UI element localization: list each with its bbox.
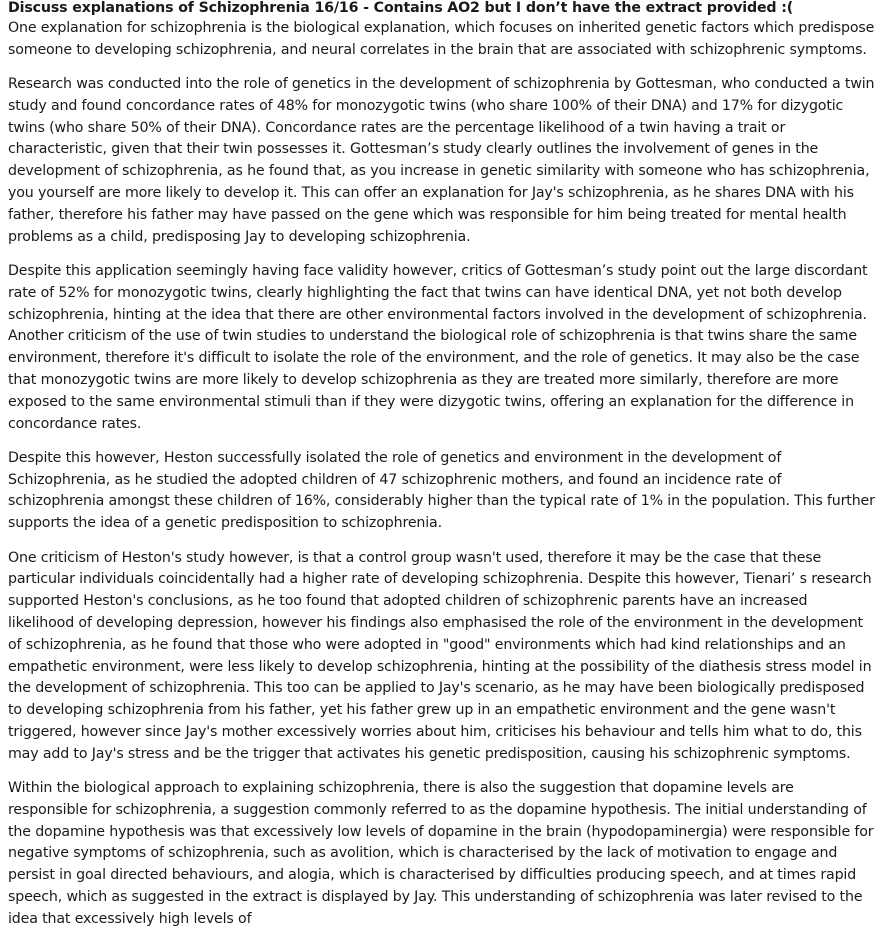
paragraph-intro: One explanation for schizophrenia is the biological explanation, which focuses on inherited genetic factors which predispose someone to developing schizophrenia, and neural correlates in the brain that are associated with schizophrenic symptoms. bbox=[8, 20, 875, 58]
paragraph-twin-criticism: Despite this application seemingly having face validity however, critics of Gottesman’s study point out the large discordant rate of 52% for monozygotic twins, clearly highlighting the fact that twins can have identical DNA, yet not both develop schizophrenia, hinting at the idea that there are other environmental factors involved in the development of schizophrenia. Another criticism of the use of twin studies to understand the biological role of schizophrenia is that twins share the same environment, therefore it's difficult to isolate the role of the environment, and the role of genetics. It may also be the case that monozygotic twins are more likely to develop schizophrenia as they are treated more similarly, therefore are more exposed to the same environmental stimuli than if they were dizygotic twins, offering an explanation for the difference in concordance rates. bbox=[8, 262, 868, 432]
paragraph-heston: Despite this however, Heston successfully isolated the role of genetics and environment in the development of Schizophrenia, as he studied the adopted children of 47 schizophrenic mothers, and found an incidence rate of schizophrenia amongst these children of 16%, considerably higher than the typical rate of 1% in the population. This further supports the idea of a genetic predisposition to schizophrenia. bbox=[8, 449, 875, 532]
paragraph-gottesman: Research was conducted into the role of genetics in the development of schizophrenia by Gottesman, who conducted a twin study and found concordance rates of 48% for monozygotic twins (who share 100% of their DNA) and 17% for dizygotic twins (who share 50% of their DNA). Concordance rates are the percentage likelihood of a twin having a trait or characteristic, given that their twin possesses it. Gottesman’s study clearly outlines the involvement of genes in the development of schizophrenia, as he found that, as you increase in genetic similarity with someone who has schizophrenia, you yourself are more likely to develop it. This can offer an explanation for Jay's schizophrenia, as he shares DNA with his father, therefore his father may have passed on the gene which was responsible for him being treated for mental health problems as a child, predisposing Jay to developing schizophrenia. bbox=[8, 76, 875, 245]
paragraph-dopamine: Within the biological approach to explaining schizophrenia, there is also the suggestion that dopamine levels are responsible for schizophrenia, a suggestion commonly referred to as the dopamine hypothesis. The initial understanding of the dopamine hypothesis was that excessively low levels of dopamine in the brain (hypodopaminergia) were responsible for negative symptoms of schizophrenia, such as avolition, which is characterised by the lack of motivation to engage and persist in goal directed behaviours, and alogia, which is characterised by difficulties producing speech, and at times rapid speech, which as suggested in the extract is displayed by Jay. This understanding of schizophrenia was later revised to the idea that excessively high levels of bbox=[8, 780, 874, 927]
paragraph-tienari: One criticism of Heston's study however, is that a control group wasn't used, therefore it may be the case that these particular individuals coincidentally had a higher rate of developing schizophrenia. Despite this however, Tienari’ s research supported Heston's conclusions, as he too found that adopted children of schizophrenic parents have an increased likelihood of developing depression, however his findings also emphasised the role of the environment in the development of schizophrenia, as he found that those who were adopted in "good" environments which had kind relationships and an empathetic environment, were less likely to develop schizophrenia, hinting at the possibility of the diathesis stress model in the development of schizophrenia. This too can be applied to Jay's scenario, as he may have been biologically predisposed to developing schizophrenia from his father, yet his father grew up in an empathetic environment and the gene wasn't triggered, however since Jay's mother excessively worries about him, criticises his behaviour and tells him what to do, this may add to Jay's stress and be the trigger that activates his genetic predisposition, causing his schizophrenic symptoms. bbox=[8, 549, 872, 762]
document-title: Discuss explanations of Schizophrenia 16/16 - Contains AO2 but I don’t have the extract provided :( bbox=[8, 0, 794, 16]
